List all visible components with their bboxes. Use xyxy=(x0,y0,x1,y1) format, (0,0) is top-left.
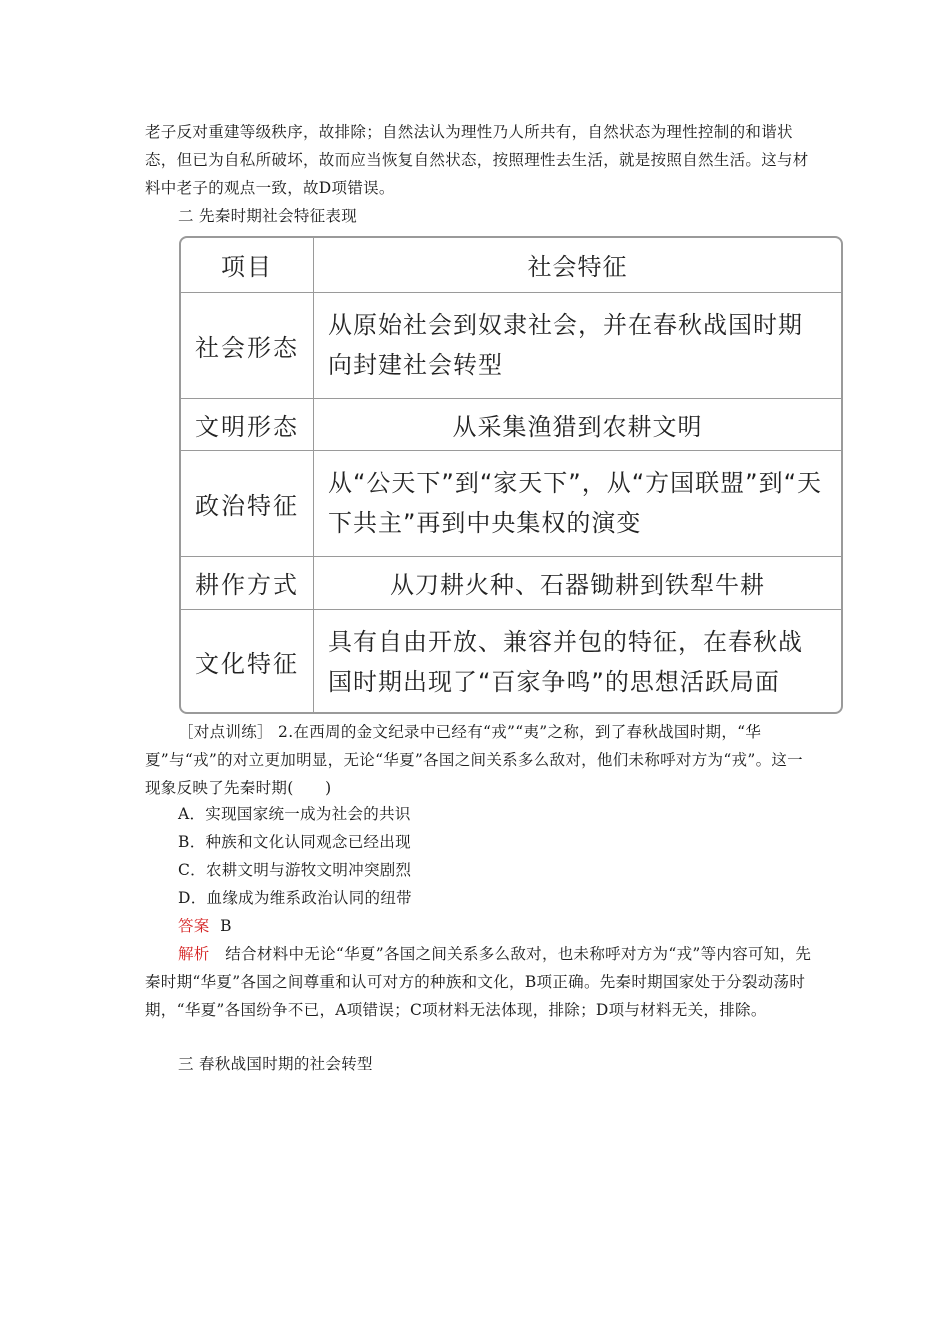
row-feature: 具有自由开放、兼容并包的特征，在春秋战国时期出现了“百家争鸣”的思想活跃局面 xyxy=(314,609,842,714)
answer-label: 答案 xyxy=(178,917,210,935)
table-row xyxy=(181,292,841,398)
society-features-table xyxy=(179,236,843,714)
table-row xyxy=(181,609,841,714)
row-item: 社会形态 xyxy=(181,292,314,398)
exercise-question: ［对点训练］ 2.在西周的金文纪录中已经有“戎”“夷”之称，到了春秋战国时期，“华夏”与“戎”的对立更加明显，无论“华夏”各国之间关系多么敌对，他们未称呼对方为“戎”。这一现象反映了先秦时期( ) xyxy=(145,723,803,797)
header-item: 项目 xyxy=(181,238,314,292)
option-a: A．实现国家统一成为社会的共识 xyxy=(178,805,411,823)
option-c: C．农耕文明与游牧文明冲突剧烈 xyxy=(178,861,412,879)
row-feature: 从采集渔猎到农耕文明 xyxy=(314,398,842,450)
row-item: 政治特征 xyxy=(181,450,314,556)
row-feature: 从“公天下”到“家天下”，从“方国联盟”到“天下共主”再到中央集权的演变 xyxy=(314,450,842,556)
row-item: 耕作方式 xyxy=(181,556,314,609)
table-header-row xyxy=(181,238,841,292)
analysis-label: 解析 xyxy=(178,945,210,963)
answer-line xyxy=(178,912,232,940)
row-feature: 从刀耕火种、石器锄耕到铁犁牛耕 xyxy=(314,556,842,609)
option-d: D．血缘成为维系政治认同的纽带 xyxy=(178,889,412,907)
intro-paragraph: 老子反对重建等级秩序，故排除；自然法认为理性乃人所共有，自然状态为理性控制的和谐状态，但已为自私所破坏，故而应当恢复自然状态，按照理性去生活，就是按照自然生活。这与材料中老子的观点一致，故D项错误。 xyxy=(145,123,809,197)
table-row xyxy=(181,398,841,450)
analysis-text: 结合材料中无论“华夏”各国之间关系多么敌对，也未称呼对方为“戎”等内容可知，先秦时期“华夏”各国之间尊重和认可对方的种族和文化，B项正确。先秦时期国家处于分裂动荡时期，“华夏”各国纷争不已，A项错误；C项材料无法体现，排除；D项与材料无关，排除。 xyxy=(145,945,812,1019)
table-row xyxy=(181,556,841,609)
section-three-heading: 三 春秋战国时期的社会转型 xyxy=(178,1055,373,1073)
row-item: 文明形态 xyxy=(181,398,314,450)
section-two-heading: 二 先秦时期社会特征表现 xyxy=(178,207,358,225)
row-feature: 从原始社会到奴隶社会，并在春秋战国时期向封建社会转型 xyxy=(314,292,842,398)
table-row xyxy=(181,450,841,556)
option-b: B．种族和文化认同观念已经出现 xyxy=(178,833,411,851)
row-item: 文化特征 xyxy=(181,609,314,714)
analysis-paragraph xyxy=(145,940,815,1024)
header-feature: 社会特征 xyxy=(314,238,842,292)
answer-value: B xyxy=(220,917,232,935)
